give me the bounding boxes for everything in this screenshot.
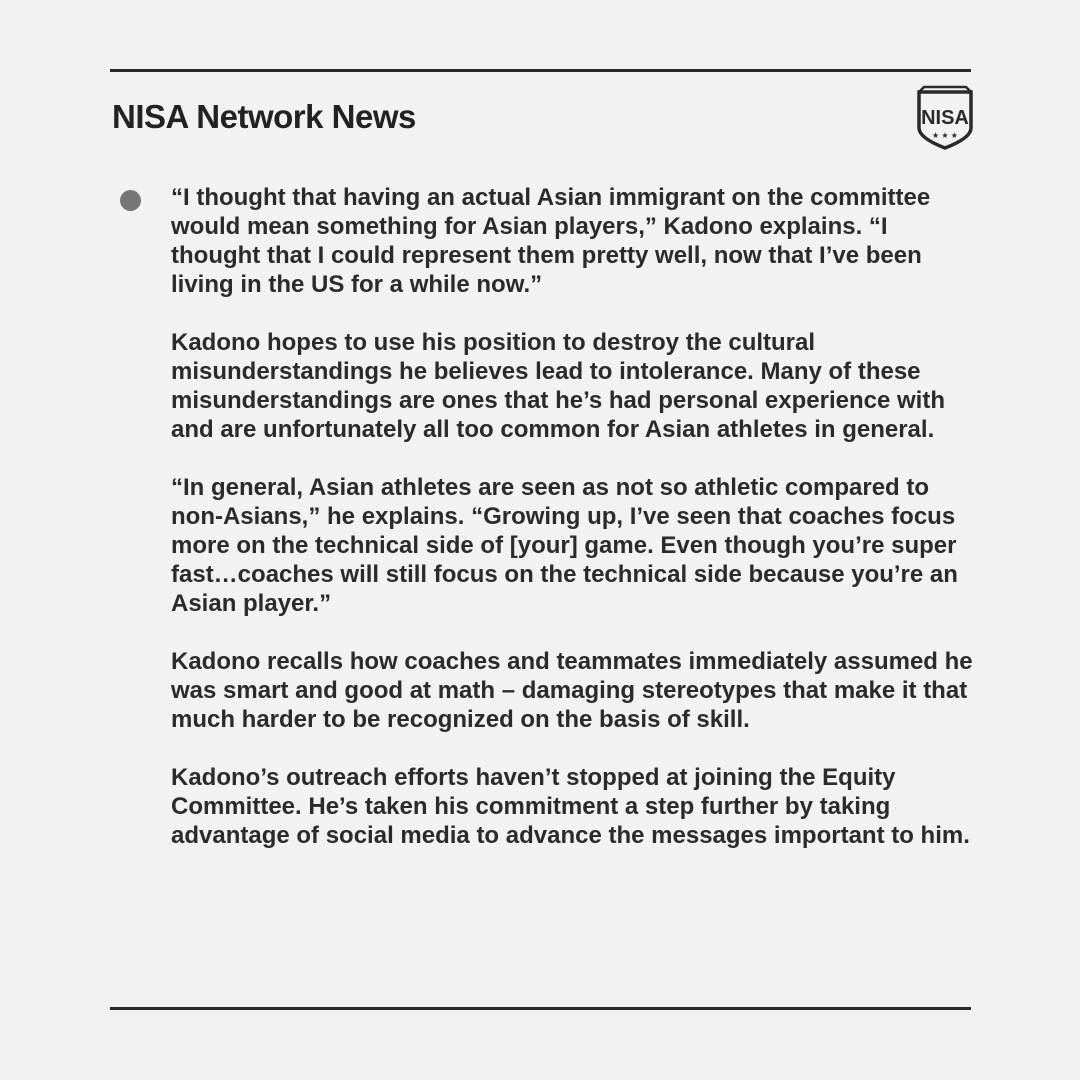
nisa-shield-logo — [913, 84, 977, 150]
paragraph: Kadono recalls how coaches and teammates immediately assumed he was smart and good at math – damaging stereotypes that make it that much harder to be recognized on the basis of skill. — [171, 648, 973, 733]
paragraph: “I thought that having an actual Asian immigrant on the committee would mean something for Asian players,” Kadono explains. “I thought that I could represent them pretty well, now that I’ve been living in the US for a while now.” — [171, 184, 931, 298]
logo-text: NISA — [921, 107, 969, 129]
page-title: NISA Network News — [112, 98, 416, 135]
article-body — [171, 183, 976, 850]
top-divider — [110, 69, 971, 72]
bottom-divider — [110, 1007, 971, 1010]
bullet-point — [120, 190, 141, 211]
logo-stars: ★ ★ ★ — [932, 131, 958, 140]
paragraph: Kadono’s outreach efforts haven’t stopped at joining the Equity Committee. He’s taken his commitment a step further by taking advantage of social media to advance the messages important to him. — [171, 764, 970, 849]
paragraph: Kadono hopes to use his position to destroy the cultural misunderstandings he believes lead to intolerance. Many of these misunderstandings are ones that he’s had personal experience with and are unfortunately all too common for Asian athletes in general. — [171, 329, 945, 443]
paragraph: “In general, Asian athletes are seen as not so athletic compared to non-Asians,” he explains. “Growing up, I’ve seen that coaches focus more on the technical side of [your] game. Even though you’re super fast…coaches will still focus on the technical side because you’re an Asian player.” — [171, 474, 958, 617]
